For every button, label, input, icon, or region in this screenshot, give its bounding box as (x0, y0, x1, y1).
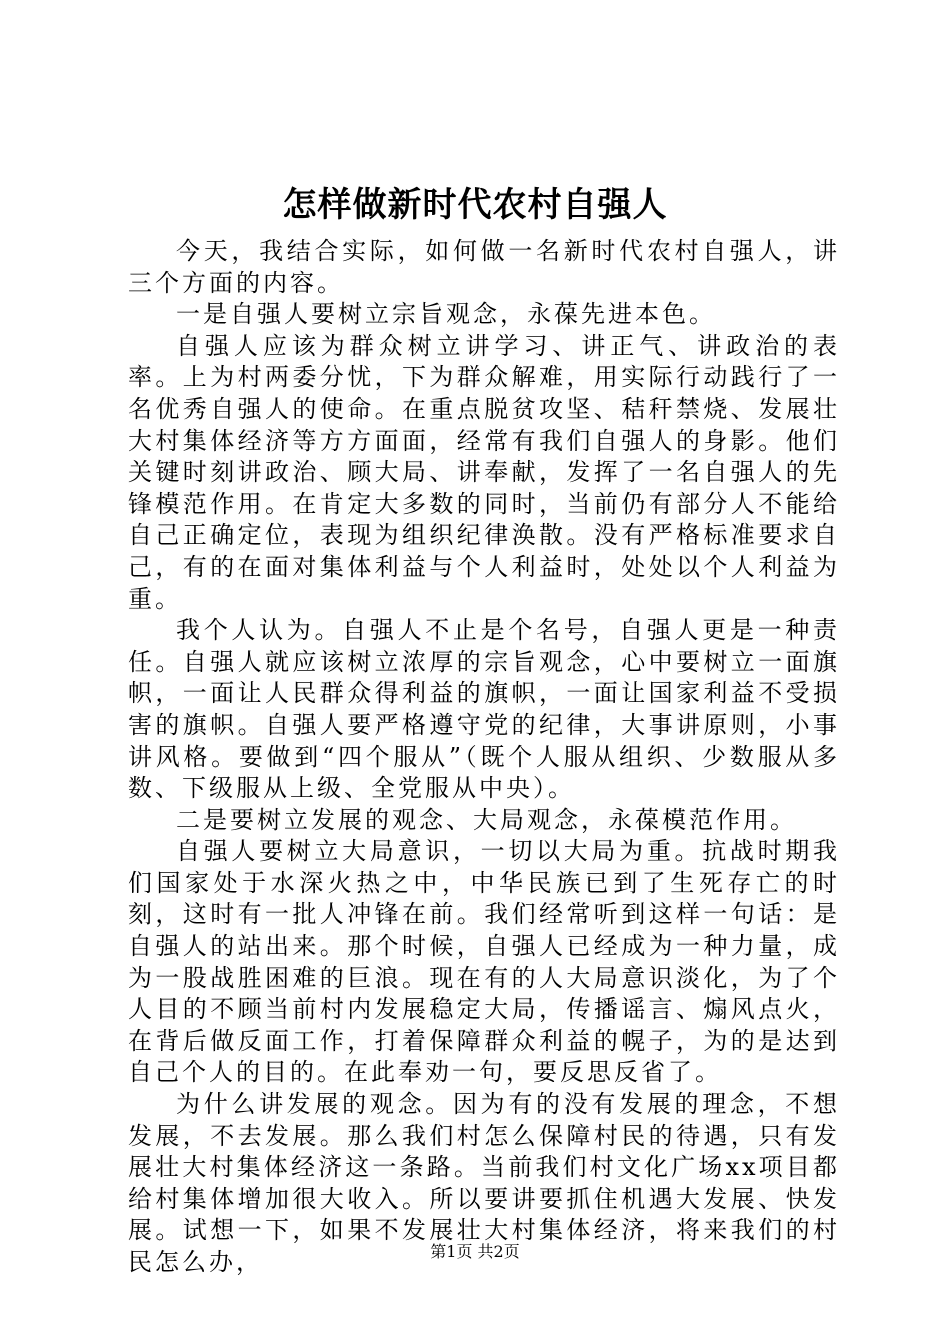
page-footer: 第1页 共2页 (430, 1242, 520, 1261)
paragraph: 为什么讲发展的观念。因为有的没有发展的理念，不想发展，不去发展。那么我们村怎么保障村民的待遇，只有发展壮大村集体经济这一条路。当前我们村文化广场xx项目都给村集体增加很大收入。所以要讲要抓住机遇大发展、快发展。试想一下，如果不发展壮大村集体经济，将来我们的村民怎么办， (128, 1090, 840, 1276)
paragraph: 自强人要树立大局意识，一切以大局为重。抗战时期我们国家处于水深火热之中，中华民族已到了生死存亡的时刻，这时有一批人冲锋在前。我们经常听到这样一句话：是自强人的站出来。那个时候，自强人已经成为一种力量，成为一股战胜困难的巨浪。现在有的人大局意识淡化，为了个人目的不顾当前村内发展稳定大局，传播谣言、煽风点火，在背后做反面工作，打着保障群众利益的幌子，为的是达到自己个人的目的。在此奉劝一句，要反思反省了。 (128, 837, 840, 1087)
document-title: 怎样做新时代农村自强人 (282, 185, 668, 225)
paragraph: 我个人认为。自强人不止是个名号，自强人更是一种责任。自强人就应该树立浓厚的宗旨观念，心中要树立一面旗帜，一面让人民群众得利益的旗帜，一面让国家利益不受损害的旗帜。自强人要严格遵守党的纪律，大事讲原则，小事讲风格。要做到“四个服从”（既个人服从组织、少数服从多数、下级服从上级、全党服从中央）。 (128, 616, 840, 803)
paragraph: 今天，我结合实际，如何做一名新时代农村自强人，讲三个方面的内容。 (128, 237, 840, 297)
paragraph: 二是要树立发展的观念、大局观念，永葆模范作用。 (176, 805, 797, 834)
paragraph: 自强人应该为群众树立讲学习、讲正气、讲政治的表率。上为村两委分忧，下为群众解难，用实际行动践行了一名优秀自强人的使命。在重点脱贫攻坚、秸秆禁烧、发展壮大村集体经济等方方面面，经常有我们自强人的身影。他们关键时刻讲政治、顾大局、讲奉献，发挥了一名自强人的先锋模范作用。在肯定大多数的同时，当前仍有部分人不能给自己正确定位，表现为组织纪律涣散。没有严格标准要求自己，有的在面对集体利益与个人利益时，处处以个人利益为重。 (128, 331, 840, 613)
paragraph: 一是自强人要树立宗旨观念，永葆先进本色。 (176, 300, 716, 329)
document-body (128, 236, 840, 1279)
